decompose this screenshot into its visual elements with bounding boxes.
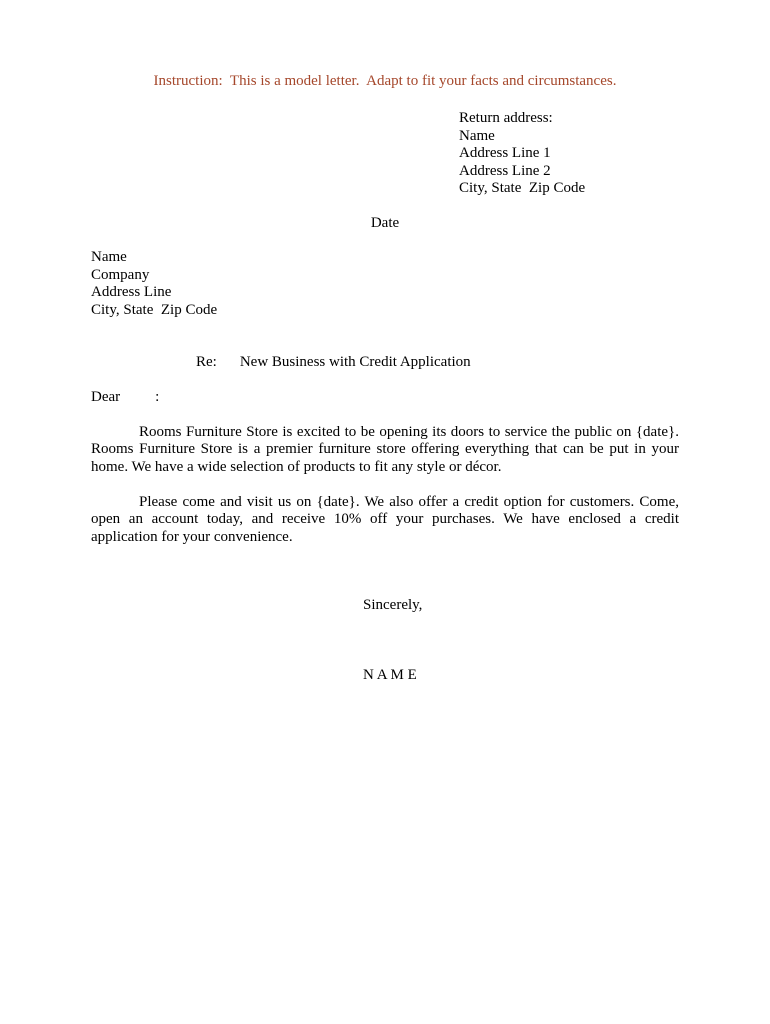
return-address-line-2: Address Line 2 bbox=[459, 162, 551, 179]
signature-name-placeholder: N A M E bbox=[363, 667, 417, 683]
salutation-word: Dear bbox=[91, 389, 121, 405]
instruction-line: Instruction: This is a model letter. Adapt to fit your facts and circumstances. bbox=[153, 73, 617, 89]
return-address-line-1: Address Line 1 bbox=[459, 145, 551, 161]
return-address-block bbox=[459, 110, 585, 198]
salutation-line bbox=[91, 389, 159, 406]
recipient-company: Company bbox=[91, 266, 150, 283]
subject-line bbox=[181, 337, 471, 388]
re-subject: New Business with Credit Application bbox=[239, 354, 471, 370]
recipient-address-line: Address Line bbox=[91, 284, 172, 300]
return-address-label: Return address: bbox=[459, 110, 553, 126]
closing-salutation: Sincerely, bbox=[363, 597, 423, 613]
recipient-name: Name bbox=[91, 249, 127, 265]
return-address-line-name: Name bbox=[459, 127, 495, 144]
recipient-address-block bbox=[91, 249, 217, 319]
date-placeholder: Date bbox=[370, 215, 400, 231]
salutation-punctuation: : bbox=[155, 389, 160, 405]
return-address-city-state-zip: City, State Zip Code bbox=[459, 180, 586, 196]
body-paragraph-1: Rooms Furniture Store is excited to be opening its doors to service the public on {date}. Rooms Furniture Store is a premier furniture store offering everything that can be put in your home. We have a wide selection of products to fit any style or décor. bbox=[91, 424, 679, 475]
body-paragraph-2: Please come and visit us on {date}. We also offer a credit option for customers. Come, open an account today, and receive 10% off your purchases. We have enclosed a credit application for your convenience. bbox=[91, 494, 679, 545]
recipient-city-state-zip: City, State Zip Code bbox=[91, 301, 218, 318]
re-prefix: Re: bbox=[196, 354, 217, 370]
